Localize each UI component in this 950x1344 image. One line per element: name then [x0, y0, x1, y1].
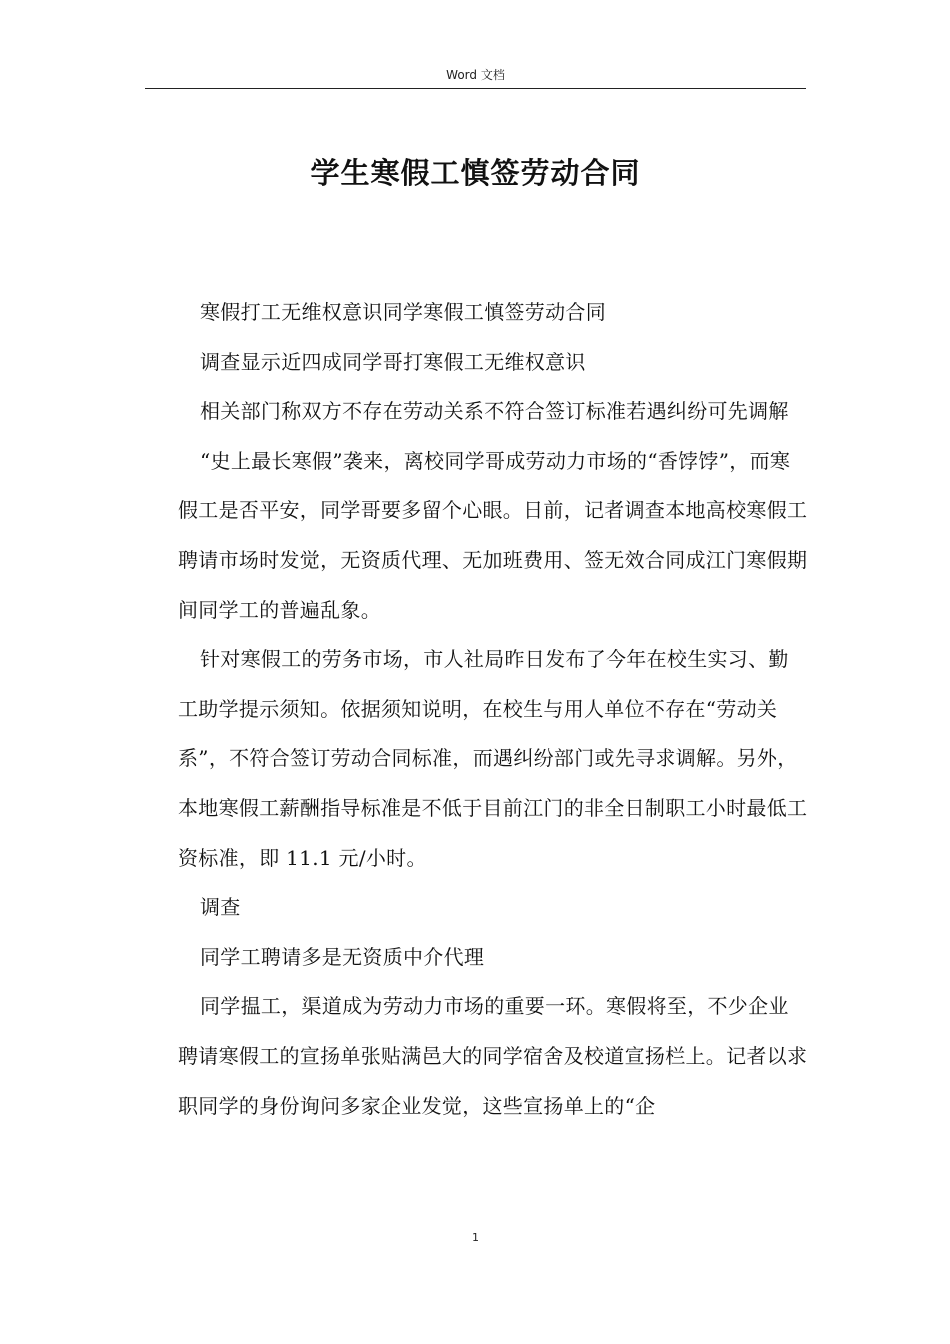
- page-header: [145, 60, 806, 89]
- paragraph: 相关部门称双方不存在劳动关系不符合签订标准若遇纠纷可先调解: [200, 399, 789, 424]
- paragraph: 同学工聘请多是无资质中介代理: [200, 944, 485, 969]
- page-number: 1: [472, 1231, 479, 1244]
- paragraph: 同学揾工，渠道成为劳动力市场的重要一环。寒假将至，不少企业聘请寒假工的宣扬单张贴满邑大的同学宿舍及校道宣扬栏上。记者以求职同学的身份询问多家企业发觉，这些宣扬单上的“企: [178, 994, 808, 1118]
- paragraph: 调查显示近四成同学哥打寒假工无维权意识: [200, 349, 586, 374]
- paragraph: 针对寒假工的劳务市场，市人社局昨日发布了今年在校生实习、勤工助学提示须知。依据须知说明，在校生与用人单位不存在“劳动关系”，不符合签订劳动合同标准，而遇纠纷部门或先寻求调解。另外，本地寒假工薪酬指导标准是不低于目前江门的非全日制职工小时最低工资标准，即 11.1 元/小时。: [178, 647, 808, 870]
- header-label: Word 文档: [446, 68, 505, 82]
- paragraph: 寒假打工无维权意识同学寒假工慎签劳动合同: [200, 300, 606, 324]
- document-title: 学生寒假工慎签劳动合同: [310, 156, 641, 190]
- paragraph: 调查: [200, 895, 241, 920]
- paragraph: “史上最长寒假”袭来，离校同学哥成劳动力市场的“香饽饽”，而寒假工是否平安，同学哥要多留个心眼。日前，记者调查本地高校寒假工聘请市场时发觉，无资质代理、无加班费用、签无效合同成江门寒假期间同学工的普遍乱象。: [178, 448, 808, 622]
- document-body: [178, 288, 808, 1131]
